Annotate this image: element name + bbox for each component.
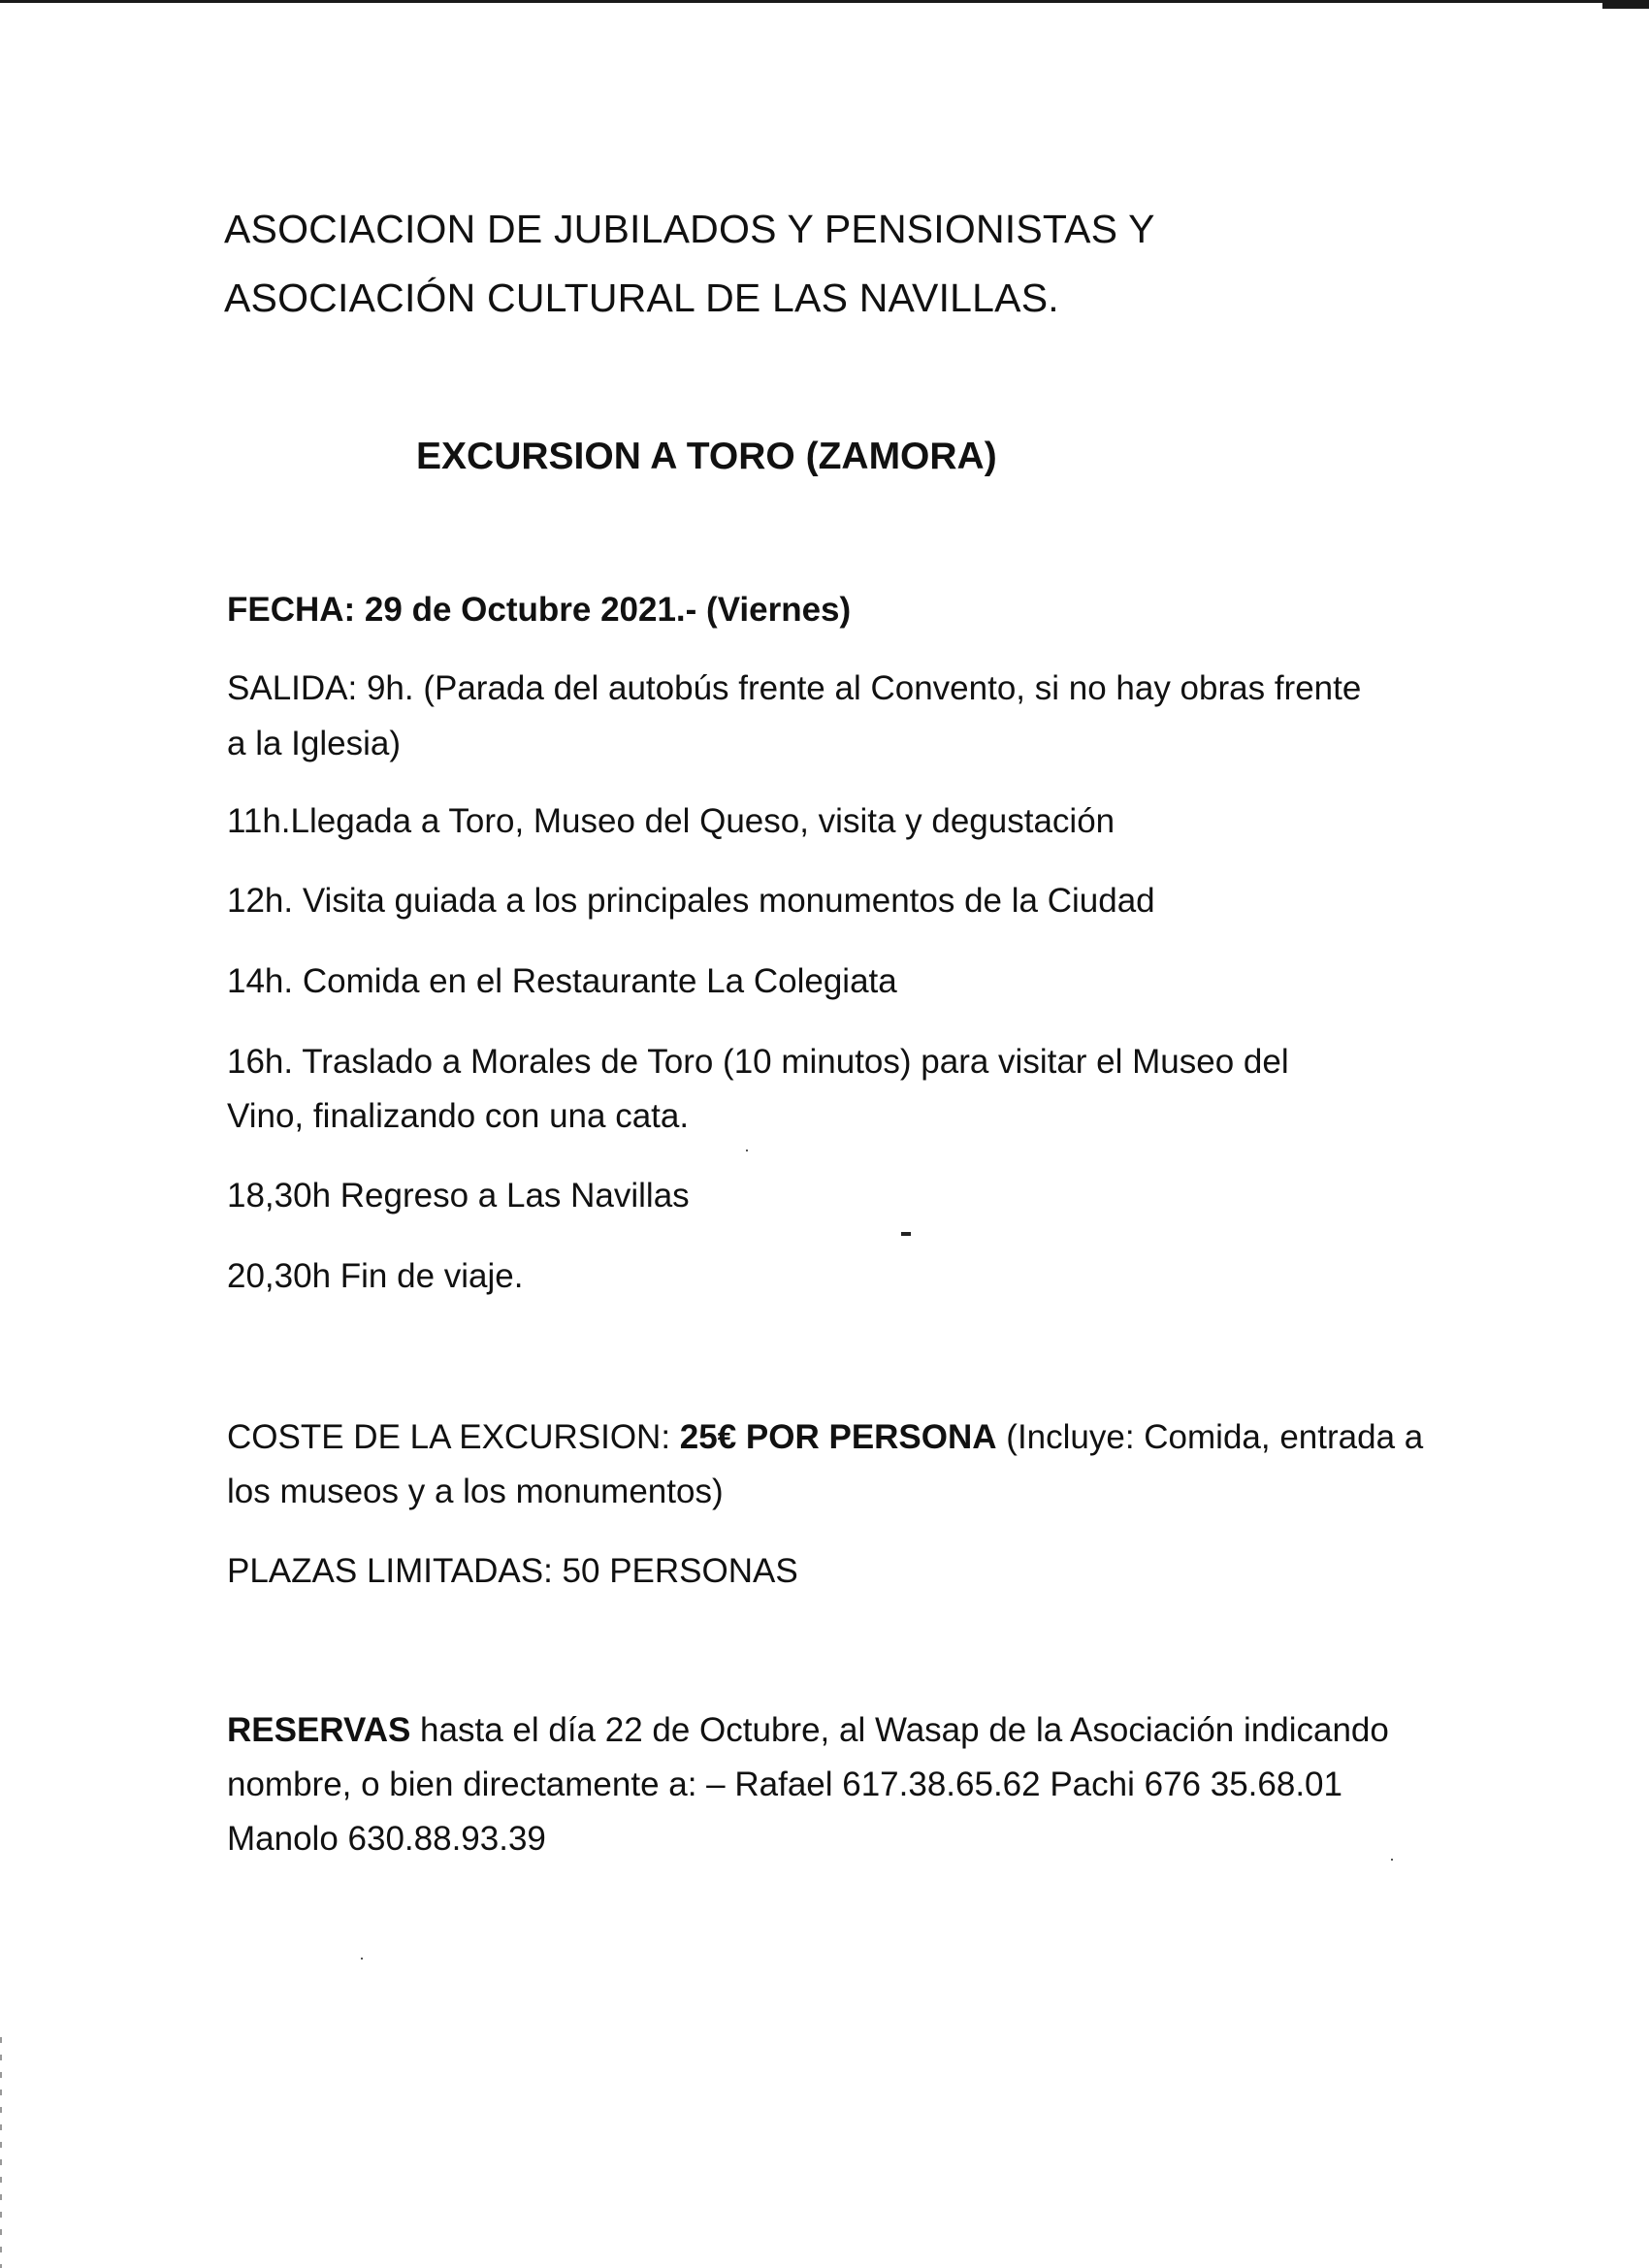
plazas-line: PLAZAS LIMITADAS: 50 PERSONAS bbox=[227, 1552, 798, 1590]
cost-includes: (Incluye: Comida, entrada a bbox=[996, 1418, 1424, 1456]
itinerary-item-16h-line-1: 16h. Traslado a Morales de Toro (10 minutos) para visitar el Museo del bbox=[227, 1043, 1289, 1081]
scan-border-line bbox=[0, 0, 1649, 3]
reservas-line-1 bbox=[227, 1711, 1389, 1750]
cost-label: COSTE DE LA EXCURSION: bbox=[227, 1418, 680, 1456]
itinerary-item-2030h: 20,30h Fin de viaje. bbox=[227, 1257, 524, 1295]
reservas-label: RESERVAS bbox=[227, 1711, 411, 1749]
reservas-line-2: nombre, o bien directamente a: – Rafael 617.38.65.62 Pachi 676 35.68.01 bbox=[227, 1766, 1342, 1803]
header-line-2: ASOCIACIÓN CULTURAL DE LAS NAVILLAS. bbox=[224, 275, 1059, 320]
cost-amount: 25€ POR PERSONA bbox=[679, 1418, 997, 1456]
cost-line-2: los museos y a los monumentos) bbox=[227, 1473, 724, 1510]
scan-speck bbox=[901, 1232, 911, 1236]
document-title: EXCURSION A TORO (ZAMORA) bbox=[416, 436, 997, 477]
itinerary-item-1830h: 18,30h Regreso a Las Navillas bbox=[227, 1177, 690, 1215]
itinerary-item-16h-line-2: Vino, finalizando con una cata. bbox=[227, 1097, 690, 1135]
scan-speck bbox=[1391, 1859, 1393, 1861]
reservas-text: hasta el día 22 de Octubre, al Wasap de la Asociación indicando bbox=[410, 1711, 1389, 1749]
fecha-line: FECHA: 29 de Octubre 2021.- (Viernes) bbox=[227, 591, 852, 629]
salida-line-1: SALIDA: 9h. (Parada del autobús frente al Convento, si no hay obras frente bbox=[227, 669, 1362, 707]
scan-speck bbox=[746, 1150, 748, 1151]
reservas-line-3: Manolo 630.88.93.39 bbox=[227, 1820, 546, 1858]
itinerary-item-12h: 12h. Visita guiada a los principales monumentos de la Ciudad bbox=[227, 882, 1155, 920]
cost-line-1 bbox=[227, 1418, 1423, 1457]
scan-edge-artifact bbox=[0, 2037, 2, 2268]
header-line-1: ASOCIACION DE JUBILADOS Y PENSIONISTAS Y bbox=[224, 207, 1155, 251]
scan-speck bbox=[361, 1958, 363, 1960]
itinerary-item-11h: 11h.Llegada a Toro, Museo del Queso, visita y degustación bbox=[227, 802, 1116, 840]
itinerary-item-14h: 14h. Comida en el Restaurante La Colegiata bbox=[227, 962, 897, 1000]
scan-corner-mark bbox=[1602, 0, 1649, 9]
salida-line-2: a la Iglesia) bbox=[227, 725, 401, 762]
